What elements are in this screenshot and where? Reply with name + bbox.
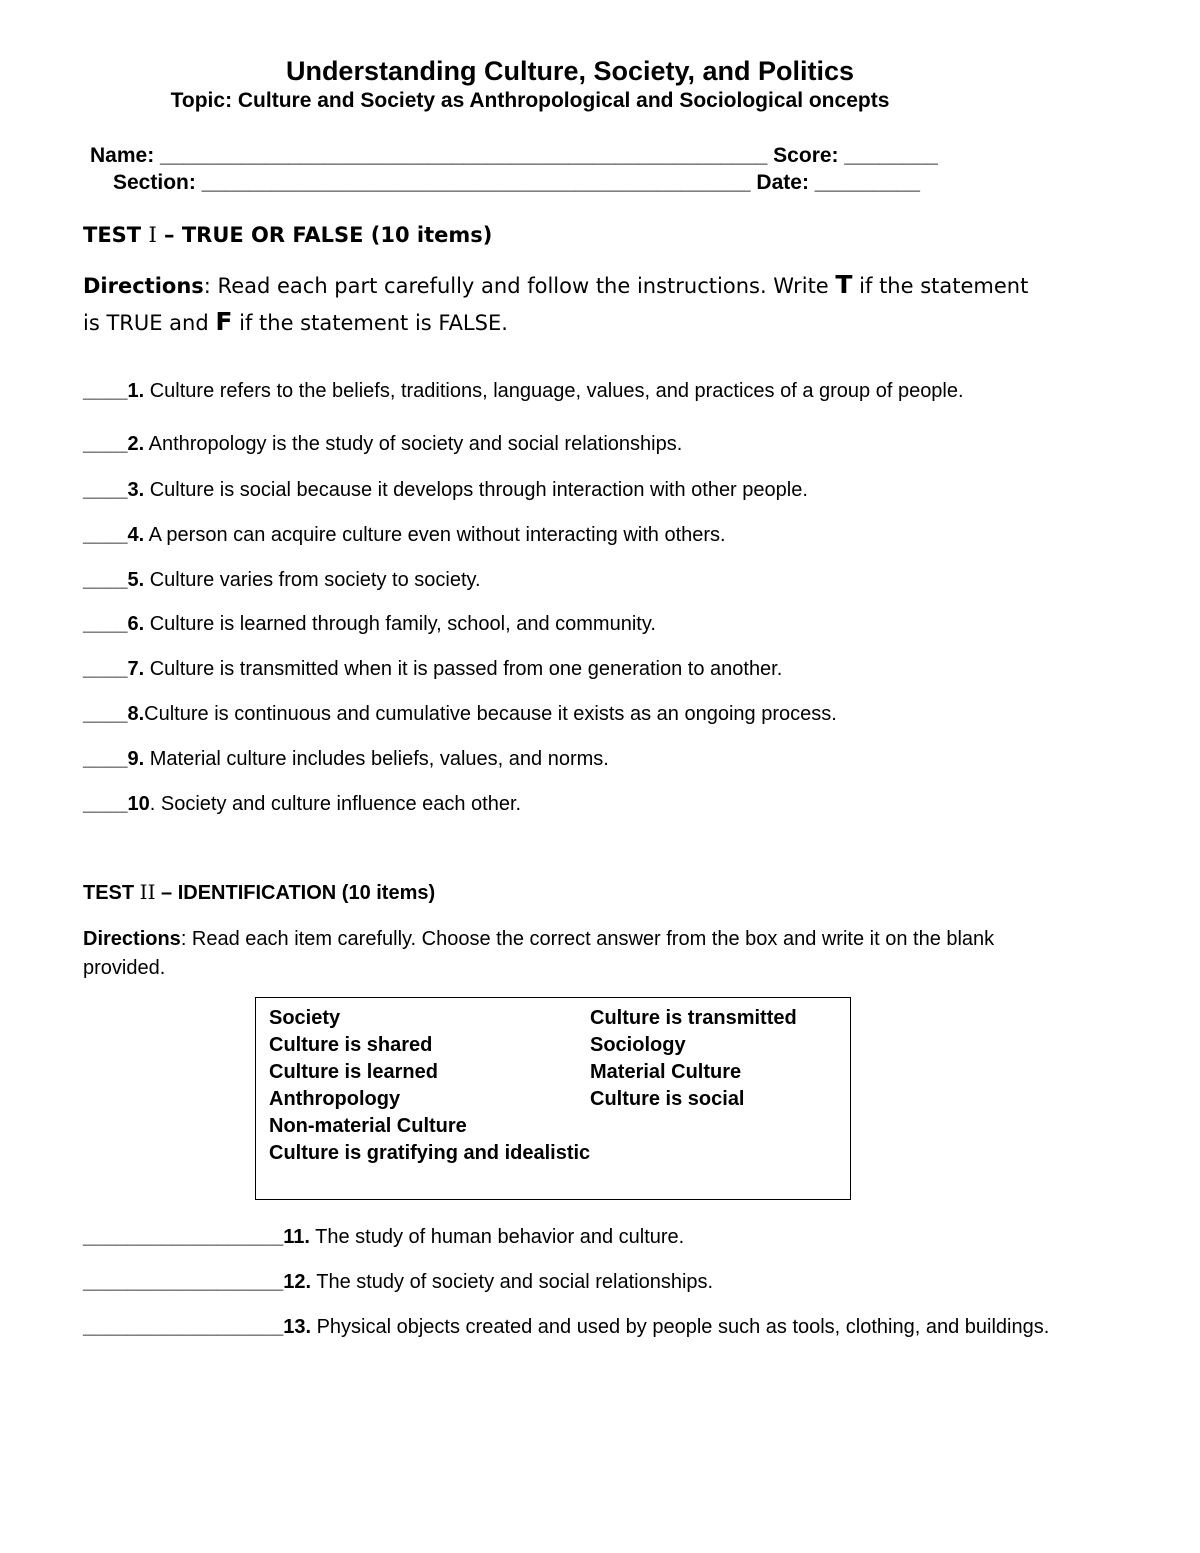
test1-item-6 <box>83 611 1053 638</box>
item-statement: The study of human behavior and culture. <box>309 1226 685 1248</box>
section-date-line: Section: _______________________________________________ Date: _________ <box>113 171 920 194</box>
item-statement: Culture varies from society to society. <box>144 569 481 591</box>
test2-heading-prefix: TEST <box>83 882 140 904</box>
item-statement: Culture is social because it develops through interaction with other people. <box>144 479 808 501</box>
answer-choices-box <box>255 997 851 1200</box>
name-score-line: Name: ____________________________________________________ Score: ________ <box>90 144 938 167</box>
test2-heading-numeral: II <box>139 880 156 904</box>
item-number: ____9. <box>83 748 145 770</box>
worksheet-topic: Topic: Culture and Society as Anthropological and Sociological oncepts <box>170 89 890 112</box>
test2-item-12 <box>83 1267 1053 1297</box>
item-number: ____5. <box>83 569 145 591</box>
false-letter: F <box>215 307 233 336</box>
test1-heading <box>83 223 492 247</box>
item-number: ____4. <box>83 524 145 546</box>
test2-heading <box>83 880 435 905</box>
test1-directions <box>83 267 1043 341</box>
test1-item-10 <box>83 791 1053 818</box>
test1-directions-text-b: if the statement is TRUE and <box>83 274 1029 335</box>
item-statement: Physical objects created and used by people such as tools, clothing, and buildings. <box>311 1316 1050 1338</box>
test1-item-4 <box>83 522 1053 549</box>
test2-item-13 <box>83 1312 1053 1342</box>
test1-directions-text-c: if the statement is FALSE. <box>232 311 508 335</box>
test1-item-8 <box>83 701 1053 728</box>
item-statement: . Society and culture influence each other. <box>149 793 522 815</box>
item-statement: Anthropology is the study of society and social relationships. <box>144 433 683 455</box>
item-number: ____1. <box>83 380 145 402</box>
test2-directions <box>83 925 1073 983</box>
item-number: ____6. <box>83 613 145 635</box>
item-statement: The study of society and social relationships. <box>311 1271 714 1293</box>
test2-item-11 <box>83 1222 1053 1252</box>
item-statement: Culture refers to the beliefs, traditions, language, values, and practices of a group of people. <box>144 380 964 402</box>
item-statement: A person can acquire culture even without interacting with others. <box>144 524 726 546</box>
choice-sociology: Sociology <box>590 1034 686 1056</box>
item-number: ____10 <box>83 793 150 815</box>
test1-item-7 <box>83 656 1053 683</box>
true-letter: T <box>835 270 853 299</box>
test1-item-3 <box>83 477 1053 504</box>
item-statement: Culture is transmitted when it is passed from one generation to another. <box>144 658 783 680</box>
test1-item-5 <box>83 567 1053 594</box>
item-statement: Culture is continuous and cumulative because it exists as an ongoing process. <box>144 703 837 725</box>
item-statement: Culture is learned through family, school, and community. <box>144 613 656 635</box>
choice-society: Society <box>269 1007 341 1029</box>
item-number: ____2. <box>83 433 145 455</box>
test2-directions-text: : Read each item carefully. Choose the correct answer from the box and write it on the blank provided. <box>83 928 995 979</box>
item-number: __________________11. <box>83 1226 310 1248</box>
worksheet-title: Understanding Culture, Society, and Politics <box>285 56 855 86</box>
item-number: ____3. <box>83 479 145 501</box>
test1-directions-label: Directions <box>83 274 204 298</box>
item-number: __________________12. <box>83 1271 312 1293</box>
choice-culture-is-social: Culture is social <box>590 1088 745 1110</box>
choice-culture-is-gratifying: Culture is gratifying and idealistic <box>269 1142 591 1164</box>
item-number: ____7. <box>83 658 145 680</box>
item-number: __________________13. <box>83 1316 312 1338</box>
test1-directions-text-a: : Read each part carefully and follow the instructions. Write <box>203 274 836 298</box>
test1-heading-title: – TRUE OR FALSE (10 items) <box>156 223 493 247</box>
choice-culture-is-transmitted: Culture is transmitted <box>590 1007 797 1029</box>
test1-heading-prefix: TEST <box>83 223 149 247</box>
test1-item-2 <box>83 431 1053 458</box>
item-statement: Material culture includes beliefs, values, and norms. <box>144 748 609 770</box>
choice-non-material-culture: Non-material Culture <box>269 1115 467 1137</box>
test1-heading-numeral: I <box>148 223 157 247</box>
test2-directions-label: Directions <box>83 928 181 950</box>
test1-item-1 <box>83 378 1053 405</box>
item-number: ____8. <box>83 703 145 725</box>
choice-culture-is-shared: Culture is shared <box>269 1034 433 1056</box>
test1-item-9 <box>83 746 1053 773</box>
choice-material-culture: Material Culture <box>590 1061 742 1083</box>
choice-culture-is-learned: Culture is learned <box>269 1061 438 1083</box>
choice-anthropology: Anthropology <box>269 1088 401 1110</box>
test2-heading-title: – IDENTIFICATION (10 items) <box>155 882 436 904</box>
